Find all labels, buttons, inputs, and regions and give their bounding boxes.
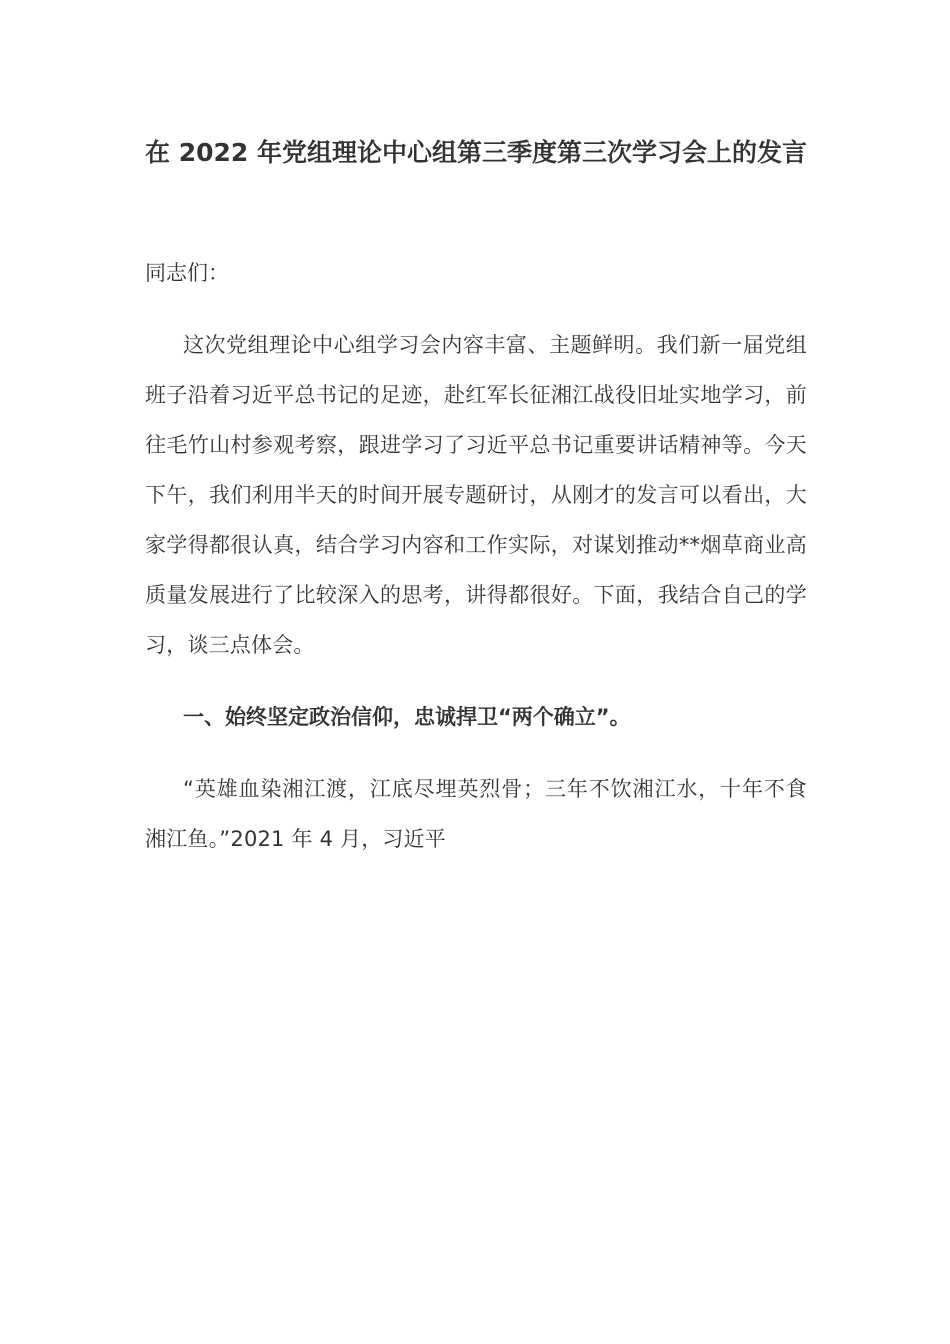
body-paragraph: 这次党组理论中心组学习会内容丰富、主题鲜明。我们新一届党组班子沿着习近平总书记的足迹，赴红军长征湘江战役旧址实地学习，前往毛竹山村参观考察，跟进学习了习近平总书记重要讲话精神等。今天下午，我们利用半天的时间开展专题研讨，从刚才的发言可以看出，大家学得都很认真，结合学习内容和工作实际，对谋划推动**烟草商业高质量发展进行了比较深入的思考，讲得都很好。下面，我结合自己的学习，谈三点体会。 — [145, 333, 807, 657]
section-heading: 一、始终坚定政治信仰，忠诚捍卫“两个确立”。 — [183, 705, 631, 729]
salutation: 同志们： — [145, 261, 229, 285]
document-title: 在 2022 年党组理论中心组第三季度第三次学习会上的发言 — [145, 138, 807, 167]
body-paragraph: “英雄血染湘江渡，江底尽埋英烈骨；三年不饮湘江水，十年不食湘江鱼。”2021 年 4 月，习近平 — [145, 777, 807, 851]
